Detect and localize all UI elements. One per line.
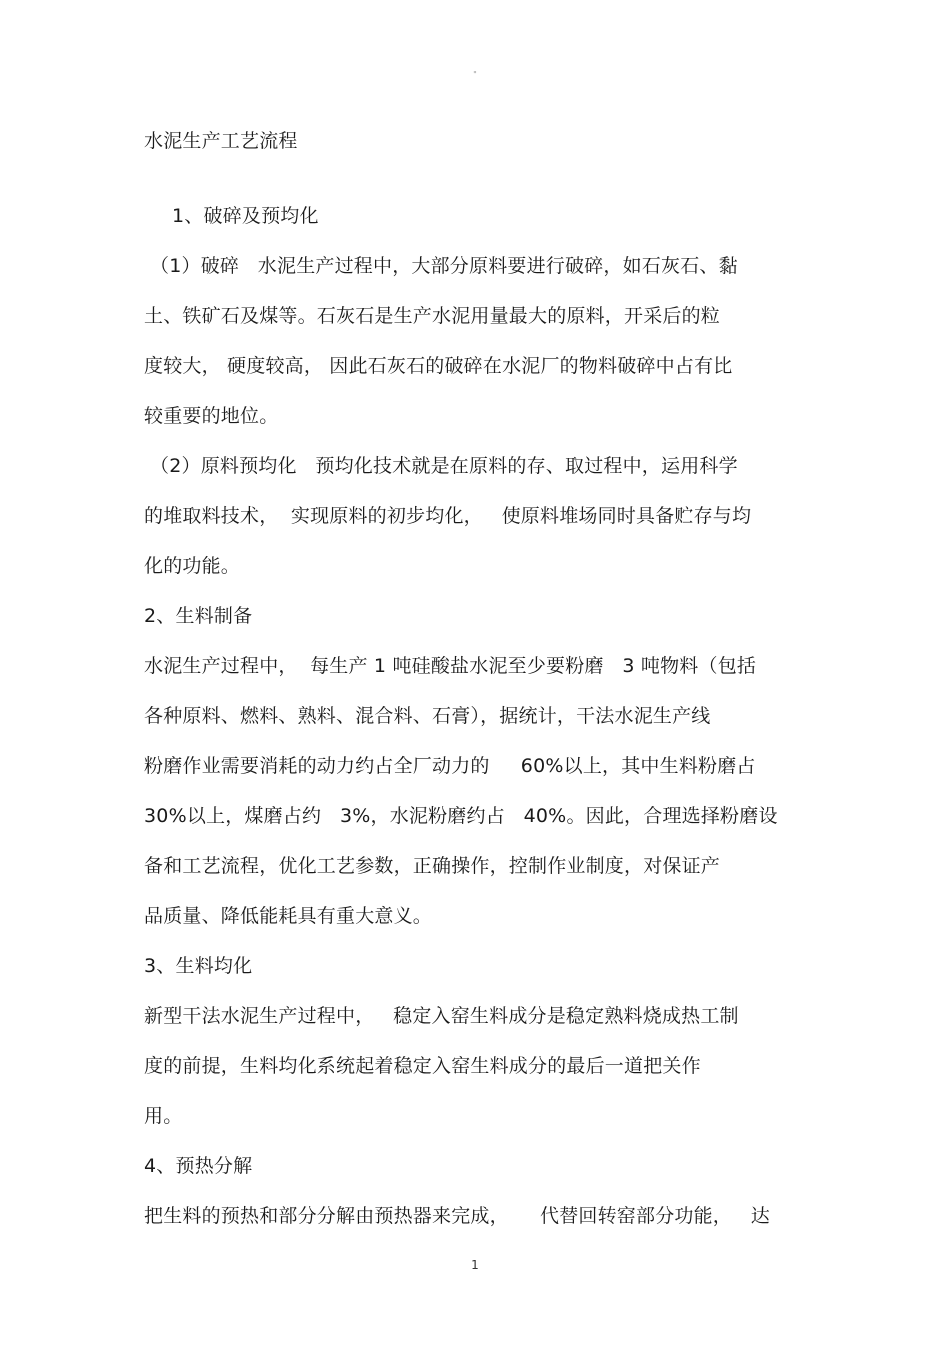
paragraph-line: 各种原料、燃料、熟料、混合料、石膏），据统计，干法水泥生产线 [144,705,711,727]
paragraph-line: （2）原料预均化 预均化技术就是在原料的存、取过程中，运用科学 [150,455,738,477]
document-title: 水泥生产工艺流程 [144,130,298,152]
page-number: 1 [471,1258,479,1272]
paragraph-line: 把生料的预热和部分分解由预热器来完成， 代替回转窑部分功能， 达 [144,1205,770,1227]
section-heading-3: 3、生料均化 [144,955,253,977]
paragraph-line: 品质量、降低能耗具有重大意义。 [144,905,433,927]
header-mark: " [473,70,477,79]
paragraph-line: 新型干法水泥生产过程中， 稳定入窑生料成分是稳定熟料烧成热工制 [144,1005,739,1027]
paragraph-line: 水泥生产过程中， 每生产 1 吨硅酸盐水泥至少要粉磨 3 吨物料（包括 [144,655,757,677]
paragraph-line: 用。 [144,1105,183,1127]
paragraph-line: 30%以上，煤磨占约 3%，水泥粉磨约占 40%。因此，合理选择粉磨设 [144,805,778,827]
paragraph-line: 土、铁矿石及煤等。石灰石是生产水泥用量最大的原料，开采后的粒 [144,305,721,327]
paragraph-line: （1）破碎 水泥生产过程中，大部分原料要进行破碎，如石灰石、黏 [150,255,738,277]
paragraph-line: 粉磨作业需要消耗的动力约占全厂动力的 60%以上，其中生料粉磨占 [144,755,756,777]
paragraph-line: 较重要的地位。 [144,405,279,427]
paragraph-line: 的堆取料技术， 实现原料的初步均化， 使原料堆场同时具备贮存与均 [144,505,752,527]
paragraph-line: 化的功能。 [144,555,241,577]
paragraph-line: 度较大， 硬度较高， 因此石灰石的破碎在水泥厂的物料破碎中占有比 [144,355,733,377]
section-heading-4: 4、预热分解 [144,1155,253,1177]
paragraph-line: 备和工艺流程，优化工艺参数，正确操作，控制作业制度，对保证产 [144,855,721,877]
paragraph-line: 度的前提，生料均化系统起着稳定入窑生料成分的最后一道把关作 [144,1055,701,1077]
section-heading-1: 1、破碎及预均化 [172,205,319,227]
section-heading-2: 2、生料制备 [144,605,253,627]
